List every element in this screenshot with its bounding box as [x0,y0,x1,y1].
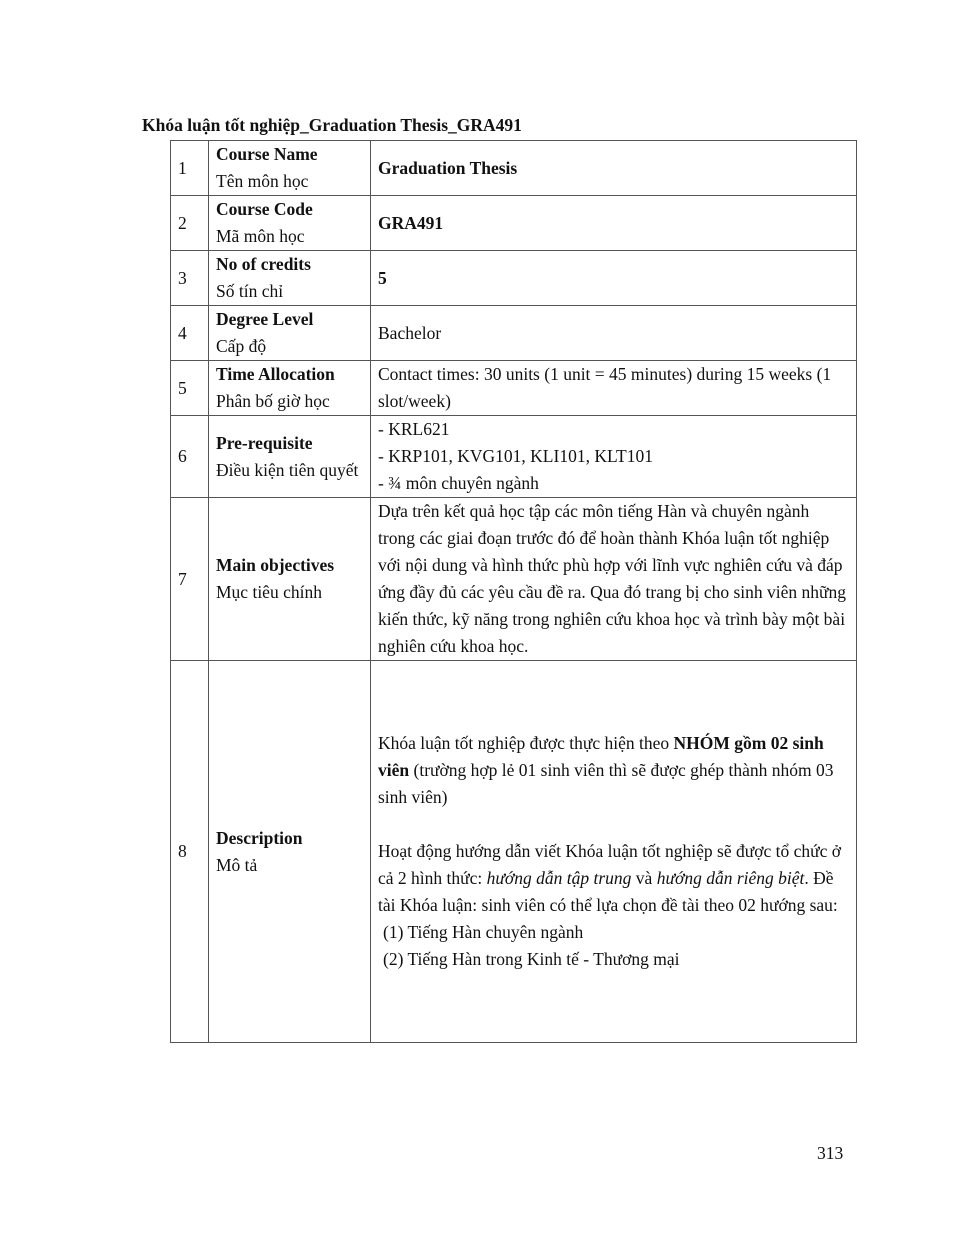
row-label [209,416,371,498]
label-vi: Điều kiện tiên quyết [216,459,359,480]
description-paragraph-group [378,730,849,811]
table-row-degree-level [171,306,857,361]
label-vi: Mô tả [216,854,258,875]
prerequisite-line: - KRL621 [378,419,450,439]
table-row-description [171,661,857,1043]
row-number: 8 [171,661,209,1043]
row-number: 1 [171,141,209,196]
row-number: 5 [171,361,209,416]
course-info-table [170,140,857,1043]
label-en: Description [216,827,303,848]
text: (trường hợp lẻ 01 sinh viên thì sẽ được ghép thành nhóm 03 sinh viên) [378,760,834,807]
group-size-emphasis: NHÓM gồm 02 sinh viên [378,733,824,780]
row-number: 4 [171,306,209,361]
row-number: 2 [171,196,209,251]
row-label [209,251,371,306]
label-en: No of credits [216,254,311,274]
row-number: 6 [171,416,209,498]
table-row-prerequisite [171,416,857,498]
row-number: 3 [171,251,209,306]
label-en: Pre-requisite [216,432,313,453]
label-en: Time Allocation [216,364,335,384]
label-en: Course Code [216,199,313,219]
row-label [209,196,371,251]
text: và [631,868,657,888]
description-value [371,661,857,1043]
label-en: Course Name [216,144,318,164]
row-label [209,306,371,361]
label-vi: Tên môn học [216,171,309,191]
course-name-value: Graduation Thesis [371,141,857,196]
text: Hoạt động hướng dẫn viết Khóa luận tốt nghiệp sẽ được tổ chức ở cả 2 hình thức: [378,841,841,888]
text: Khóa luận tốt nghiệp được thực hiện theo [378,733,674,753]
label-vi: Phân bố giờ học [216,391,330,411]
course-code-value: GRA491 [371,196,857,251]
label-vi: Cấp độ [216,336,267,356]
label-vi: Mã môn học [216,226,305,246]
degree-level-value: Bachelor [371,306,857,361]
row-label [209,498,371,661]
description-paragraph-guidance [378,838,849,919]
paragraph-gap [378,811,849,838]
topic-item: (2) Tiếng Hàn trong Kinh tế - Thương mại [383,949,680,969]
table-row-course-name [171,141,857,196]
row-label [209,141,371,196]
table-row-course-code [171,196,857,251]
label-en: Main objectives [216,555,335,575]
time-allocation-value: Contact times: 30 units (1 unit = 45 minutes) during 15 weeks (1 slot/week) [371,361,857,416]
prerequisite-line: - KRP101, KVG101, KLI101, KLT101 [378,446,653,466]
credits-value: 5 [371,251,857,306]
prerequisite-line: - ¾ môn chuyên ngành [378,473,539,493]
table-row-main-objectives [171,498,857,661]
guidance-mode-1: hướng dẫn tập trung [486,868,632,888]
row-label [209,361,371,416]
label-en: Degree Level [216,309,314,329]
main-objectives-value: Dựa trên kết quả học tập các môn tiếng Hàn và chuyên ngành trong các giai đoạn trước đó để hoàn thành Khóa luận tốt nghiệp với nội dung và hình thức phù hợp với lĩnh vực nghiên cứu và đáp ứng đầy đủ các yêu cầu đề ra. Qua đó trang bị cho sinh viên những kiến thức, kỹ năng trong nghiên cứu khoa học và trình bày một bài nghiên cứu khoa học. [371,498,857,661]
table-row-time-allocation [171,361,857,416]
row-label [209,661,371,1043]
prerequisite-value [371,416,857,498]
row-number: 7 [171,498,209,661]
label-vi: Số tín chỉ [216,281,284,301]
topic-item: (1) Tiếng Hàn chuyên ngành [383,922,584,942]
label-vi: Mục tiêu chính [216,582,322,602]
document-title: Khóa luận tốt nghiệp_Graduation Thesis_GRA491 [142,115,522,135]
guidance-mode-2: hướng dẫn riêng biệt [656,868,805,888]
text: . Đề tài Khóa luận: sinh viên có thể lựa chọn đề tài theo 02 hướng sau: [378,868,838,915]
page-number: 313 [817,1143,844,1163]
table-row-credits [171,251,857,306]
